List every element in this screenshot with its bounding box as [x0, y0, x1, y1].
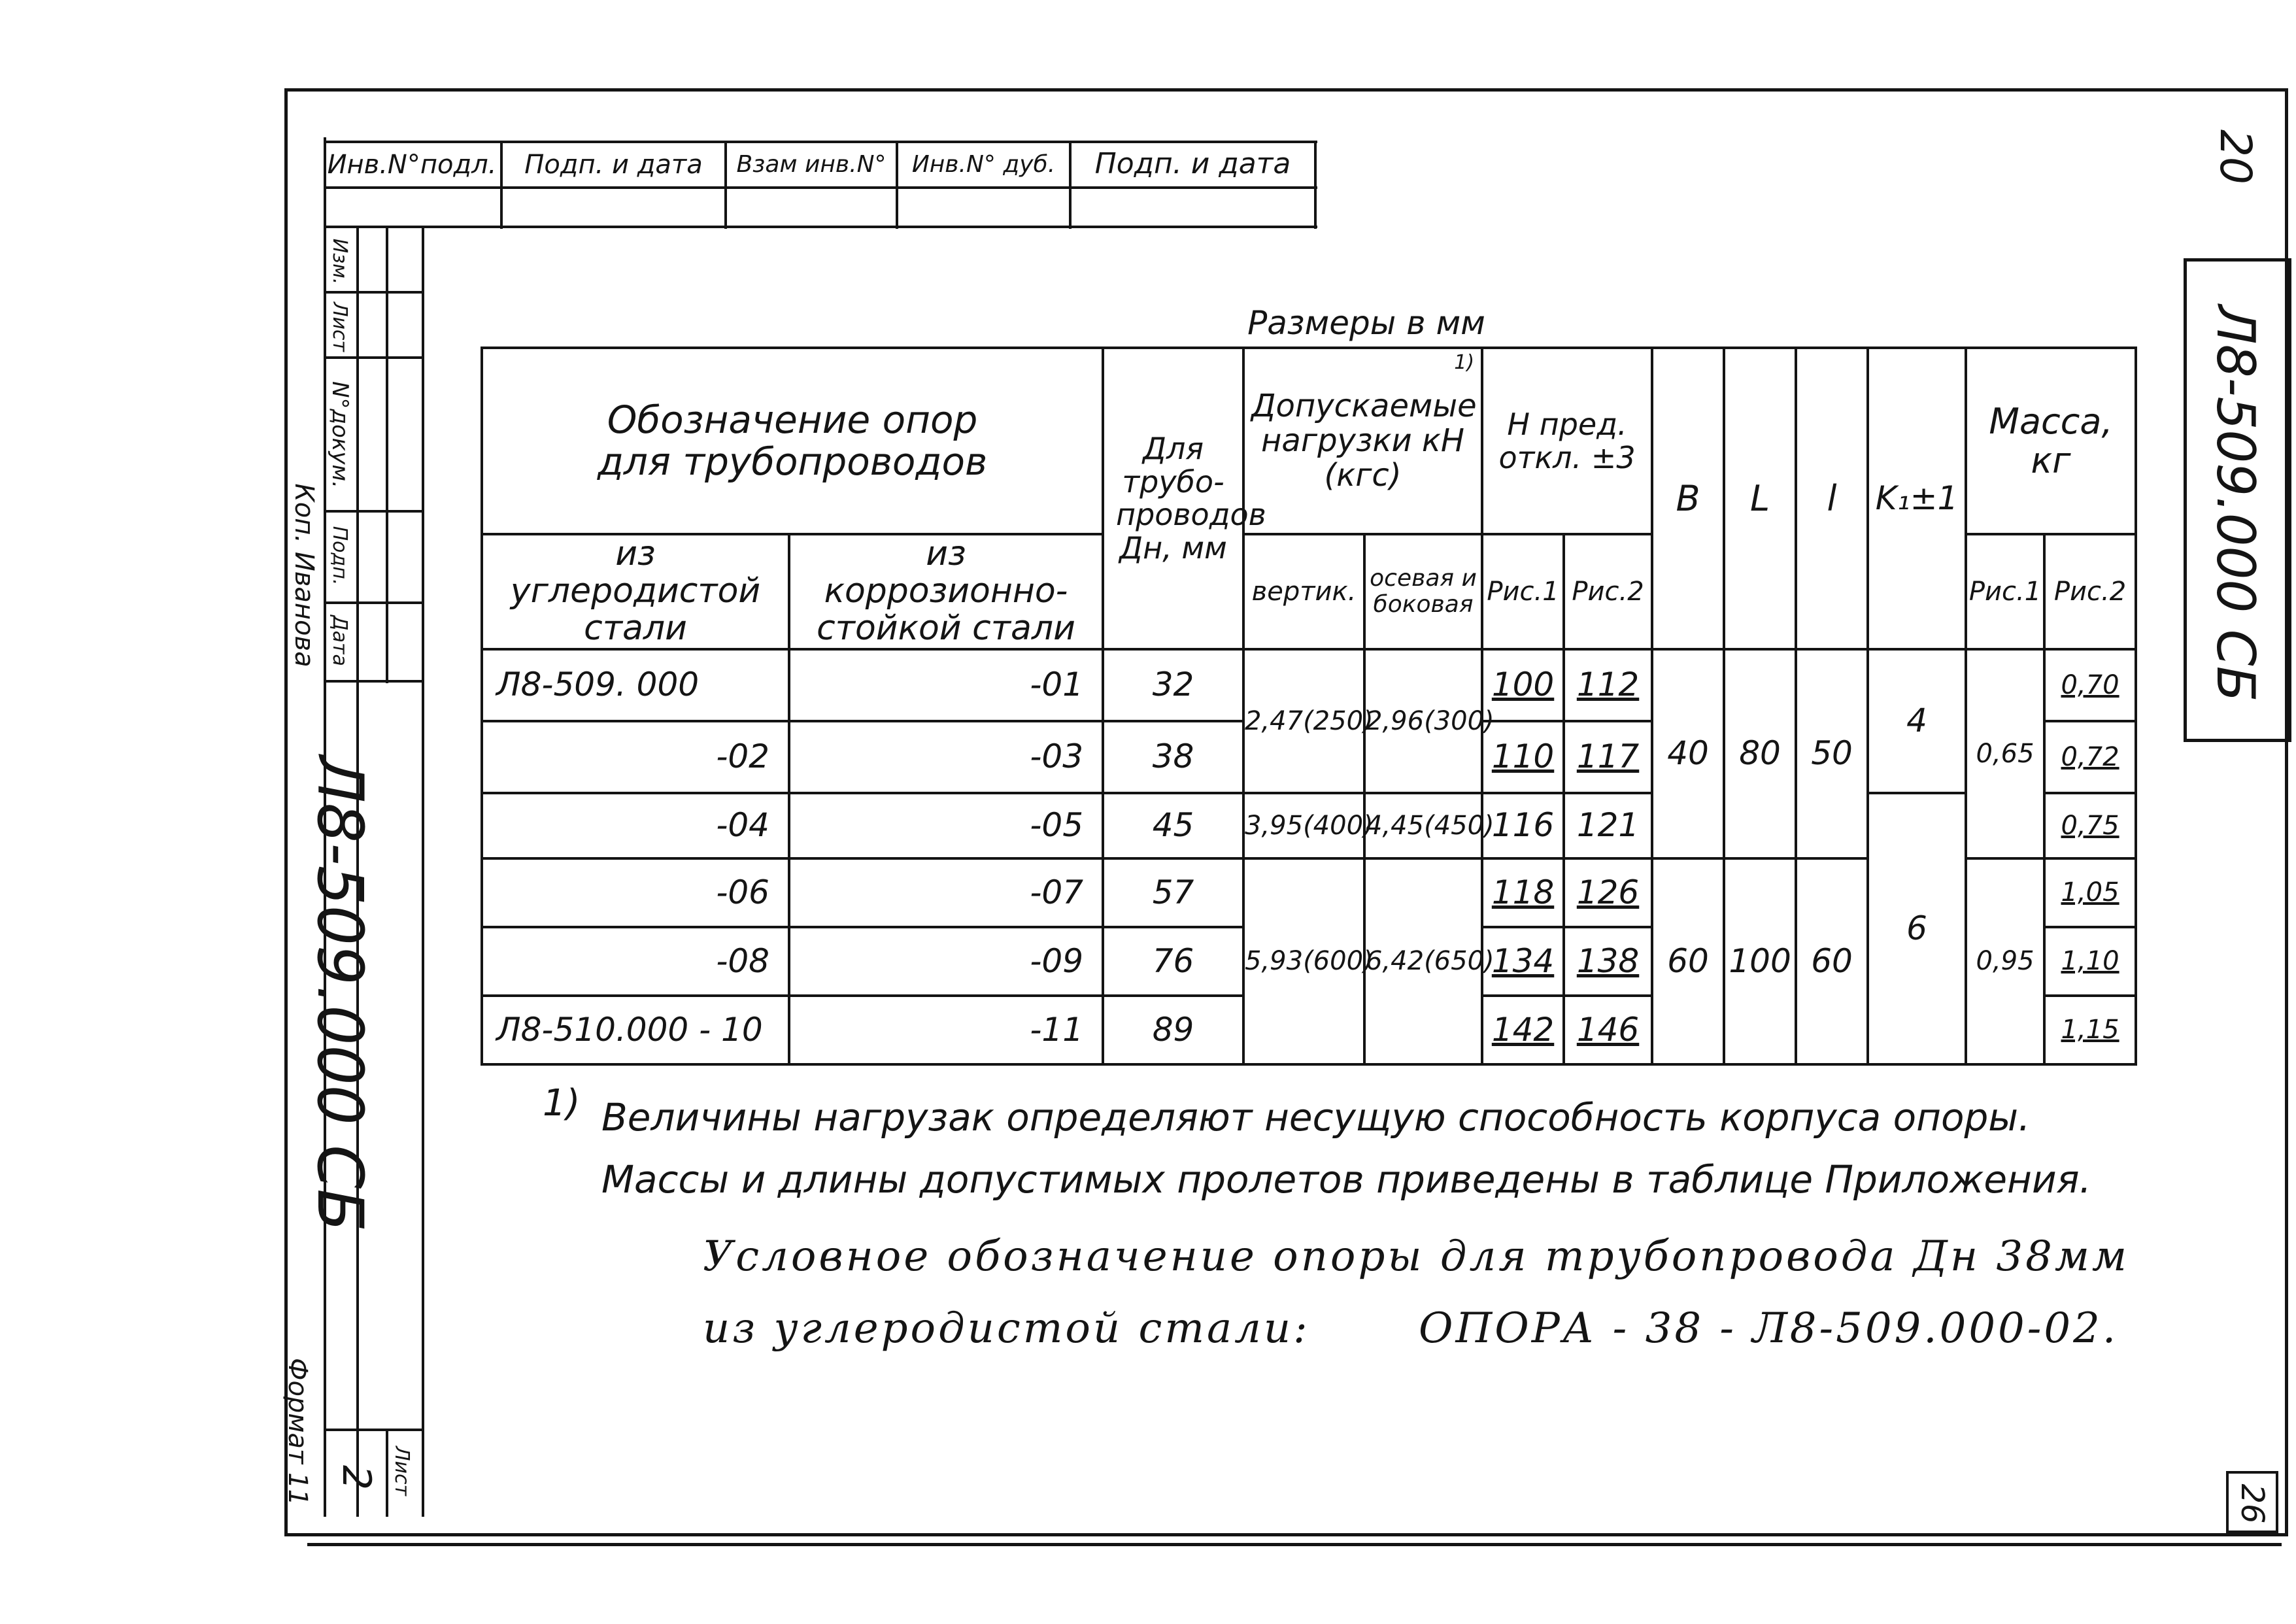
- row-h1: 116: [1482, 793, 1564, 858]
- header-axial: осевая и боковая: [1364, 534, 1482, 649]
- rev-row: [324, 680, 422, 683]
- right-designation: Л8-509.000 СБ: [2205, 305, 2267, 702]
- header-loads: [1243, 348, 1482, 534]
- load-vertical: 5,93(600): [1243, 858, 1364, 1064]
- load-vertical: 3,95(400): [1243, 793, 1364, 858]
- header-stainless: из коррозионно-стойкой стали: [789, 534, 1103, 649]
- stamp-col: [1314, 141, 1317, 229]
- mass-fig1: 0,95: [1966, 858, 2044, 1064]
- row-carbon: -08: [482, 927, 789, 996]
- dim-L: 80: [1724, 649, 1796, 858]
- stamp-header-sign: Подп. и дата: [524, 149, 703, 180]
- rev-row: [324, 510, 422, 513]
- rev-header-change: Изм.: [328, 238, 352, 285]
- header-h-fig1: Рис.1: [1482, 534, 1564, 649]
- row-carbon: -02: [482, 721, 789, 793]
- page-number-bottom: 26: [2234, 1483, 2271, 1524]
- row-h1: 110: [1482, 721, 1564, 793]
- row-stainless: -07: [789, 858, 1103, 927]
- example-line-1: Условное обозначение опоры для трубопровода Дн 38мм: [703, 1232, 2129, 1281]
- footnote-line-2: Массы и длины допустимых пролетов приведены в таблице Приложения.: [601, 1157, 2091, 1202]
- row-dn: 57: [1103, 858, 1243, 927]
- row-mass2: 0,75: [2044, 793, 2136, 858]
- footnote-mark: 1): [543, 1082, 581, 1125]
- stamp-mid-rule: [324, 186, 1317, 189]
- load-axial: 4,45(450): [1364, 793, 1482, 858]
- copied-by: Коп. Иванова: [289, 483, 319, 668]
- row-dn: 76: [1103, 927, 1243, 996]
- dim-l: 50: [1796, 649, 1868, 858]
- row-h1: 142: [1482, 996, 1564, 1064]
- row-h2: 121: [1564, 793, 1652, 858]
- rev-header-date: Дата: [328, 615, 352, 666]
- header-loads-mark: 1): [1454, 351, 1475, 374]
- header-designation: Обозначение опор для трубопроводов: [482, 348, 1103, 534]
- row-dn: 45: [1103, 793, 1243, 858]
- dim-L: 100: [1724, 858, 1796, 1064]
- support-spec-table: [481, 347, 2137, 1066]
- sheet-number: 2: [333, 1464, 379, 1491]
- row-dn: 38: [1103, 721, 1243, 793]
- row-h1: 100: [1482, 649, 1564, 721]
- header-mass-fig1: Рис.1: [1966, 534, 2044, 649]
- row-mass2: 1,10: [2044, 927, 2136, 996]
- table-caption: Размеры в мм: [1247, 304, 1485, 343]
- row-stainless: -11: [789, 996, 1103, 1064]
- header-h: H пред. откл. ±3: [1482, 348, 1652, 534]
- stamp-header-replace: Взам инв.N°: [736, 150, 886, 178]
- row-mass2: 0,72: [2044, 721, 2136, 793]
- dim-k1: 6: [1868, 793, 1966, 1064]
- row-h2: 117: [1564, 721, 1652, 793]
- rev-header-docnum: N°докум.: [327, 381, 353, 488]
- header-k1: K₁±1: [1868, 348, 1966, 649]
- header-h-fig2: Рис.2: [1564, 534, 1652, 649]
- row-stainless: -01: [789, 649, 1103, 721]
- format-label: Формат 11: [282, 1358, 312, 1506]
- header-b: B: [1652, 348, 1724, 649]
- row-carbon: -06: [482, 858, 789, 927]
- sheet-label: Лист: [390, 1446, 414, 1497]
- header-vertical: вертик.: [1243, 534, 1364, 649]
- load-axial: 6,42(650): [1364, 858, 1482, 1064]
- row-dn: 32: [1103, 649, 1243, 721]
- example-line-2b: ОПОРА - 38 - Л8-509.000-02.: [1419, 1304, 2119, 1353]
- header-loads-text: Допускаемые нагрузки кН (кгс): [1251, 388, 1477, 494]
- bottom-rule: [307, 1543, 2282, 1546]
- row-mass2: 0,70: [2044, 649, 2136, 721]
- row-mass2: 1,15: [2044, 996, 2136, 1064]
- header-L: L: [1724, 348, 1796, 649]
- row-h2: 138: [1564, 927, 1652, 996]
- stamp-header-dup: Инв.N° дуб.: [911, 150, 1056, 178]
- header-mass-fig2: Рис.2: [2044, 534, 2136, 649]
- page-number-top: 20: [2210, 129, 2261, 184]
- row-carbon: -04: [482, 793, 789, 858]
- row-h1: 134: [1482, 927, 1564, 996]
- footnote-line-1: Величины нагрузак определяют несущую способность корпуса опоры.: [601, 1095, 2031, 1140]
- row-dn: 89: [1103, 996, 1243, 1064]
- strip-divider-3: [386, 226, 388, 683]
- vertical-designation: Л8-509.000 СБ: [303, 755, 377, 1232]
- load-axial: 2,96(300): [1364, 649, 1482, 793]
- example-line-2a: из углеродистой стали:: [703, 1304, 1310, 1353]
- header-l: l: [1796, 348, 1868, 649]
- row-stainless: -05: [789, 793, 1103, 858]
- row-carbon: Л8-510.000 - 10: [482, 996, 789, 1064]
- rev-row: [324, 601, 422, 604]
- dim-k1: 4: [1868, 649, 1966, 793]
- row-carbon: Л8-509. 000: [482, 649, 789, 721]
- row-h2: 126: [1564, 858, 1652, 927]
- stamp-bot-rule: [324, 226, 1317, 228]
- row-stainless: -09: [789, 927, 1103, 996]
- dim-b: 60: [1652, 858, 1724, 1064]
- strip-divider-4: [422, 226, 424, 1517]
- header-mass: Масса, кг: [1966, 348, 2136, 534]
- stamp-header-inv: Инв.N°подл.: [327, 149, 497, 180]
- mass-fig1: 0,65: [1966, 649, 2044, 858]
- row-stainless: -03: [789, 721, 1103, 793]
- dim-b: 40: [1652, 649, 1724, 858]
- row-h1: 118: [1482, 858, 1564, 927]
- header-carbon: из углеродистой стали: [482, 534, 789, 649]
- dim-l: 60: [1796, 858, 1868, 1064]
- rev-header-sign: Подп.: [328, 526, 352, 586]
- stamp-header-sign-2: Подп. и дата: [1094, 147, 1291, 181]
- row-mass2: 1,05: [2044, 858, 2136, 927]
- header-dn: Для трубо-проводов Дн, мм: [1103, 348, 1243, 649]
- sheet-row: [324, 1429, 422, 1431]
- row-h2: 112: [1564, 649, 1652, 721]
- load-vertical: 2,47(250): [1243, 649, 1364, 793]
- row-h2: 146: [1564, 996, 1652, 1064]
- rev-header-sheet: Лист: [328, 301, 352, 352]
